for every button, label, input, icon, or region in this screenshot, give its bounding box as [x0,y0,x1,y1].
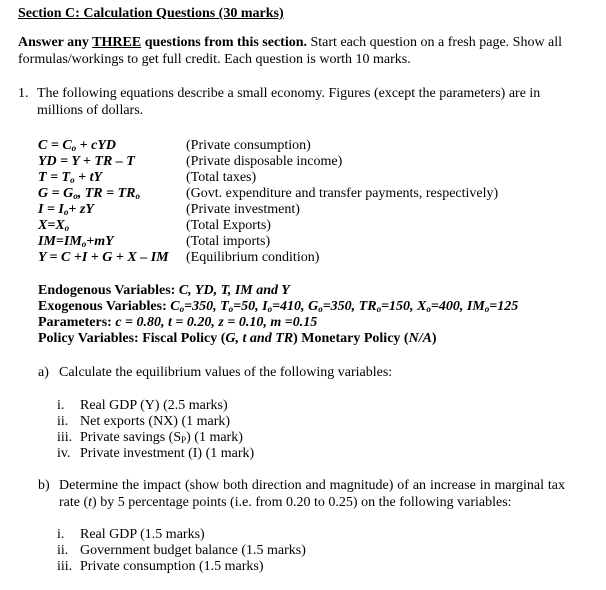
part-a-label: a) [38,365,49,380]
equation-desc: (Total Exports) [186,218,271,233]
instructions-middle: questions from this section. [141,35,307,50]
equation-exports: $X=X_o$ [38,218,70,233]
equation-desc: (Total imports) [186,234,271,249]
parameters: Parameters: c = 0.80, t = 0.20, z = 0.10, m =0.15 [38,315,318,330]
part-a-item: Private savings $(S_P)$ (1 mark) [80,430,243,445]
part-b-item: Private consumption (1.5 marks) [80,559,264,574]
equation-desc: (Govt. expenditure and transfer payments, respectively) [186,186,499,201]
exogenous-variables: Exogenous Variables: $C_o=350$, $T_o=50$, $I_o=410$, $G_o=350$, $TR_o=150$, $X_o=400$, $IM_o=125$ [38,299,519,314]
part-b-item-roman: iii. [57,559,73,574]
equation-equilibrium: Y = C +I + G + X – IM [38,250,169,265]
part-a-item-roman: iii. [57,430,73,445]
part-b-item: Real GDP (1.5 marks) [80,527,205,542]
equation-disposable-income: YD = Y + TR – T [38,154,135,169]
equation-desc: (Private investment) [186,202,300,217]
equation-desc: (Private consumption) [186,138,311,153]
part-b-label: b) [38,478,50,493]
endogenous-variables: Endogenous Variables: C, YD, T, IM and Y [38,283,290,298]
instructions-prefix: Answer any [18,35,93,50]
part-b-item: Government budget balance (1.5 marks) [80,543,306,558]
part-a-text: Calculate the equilibrium values of the following variables: [59,365,393,380]
part-b-item-roman: ii. [57,543,69,558]
equation-taxes: $T = T_o$ + tY [38,170,103,185]
instructions-emphasis: THREE [92,35,142,50]
part-a-item-roman: ii. [57,414,69,429]
policy-variables: Policy Variables: Fiscal Policy (G, t and TR) Monetary Policy (N/A) [38,331,437,346]
part-b-item-roman: i. [57,527,65,542]
part-a-item: Net exports (NX) (1 mark) [80,414,231,429]
equation-desc: (Private disposable income) [186,154,343,169]
equation-investment: $I = I_o+$ zY [38,202,94,217]
equation-government: $G = G_o$, TR = $TR_o$ [38,186,140,201]
question-text: The following equations describe a small economy. Figures (except the parameters) are in millions of dollars. [37,86,541,118]
part-b-text: Determine the impact (show both direction and magnitude) of an increase in marginal tax rate (t) by 5 percentage points (i.e. from 0.20 to 0.25) on the following variables: [59,478,565,510]
question-number: 1. [18,86,29,101]
part-a-item: Real GDP (Y) (2.5 marks) [80,398,228,413]
equation-desc: (Equilibrium condition) [186,250,320,265]
equation-desc: (Total taxes) [186,170,257,185]
section-title: Section C: Calculation Questions (30 marks) [18,6,284,21]
instructions-rest: Start each question on a fresh page. Show all formulas/workings to get full credit. Each question is worth 10 marks. [18,35,563,67]
question-1-stem [18,85,588,119]
part-a-item-roman: iv. [57,446,71,461]
equation-imports: $IM=IM_o+mY$ [38,234,114,249]
instructions [18,34,588,68]
equation-consumption: $C = C_o$ + cYD [38,138,117,153]
part-a-item-roman: i. [57,398,65,413]
part-a-item: Private investment (I) (1 mark) [80,446,255,461]
